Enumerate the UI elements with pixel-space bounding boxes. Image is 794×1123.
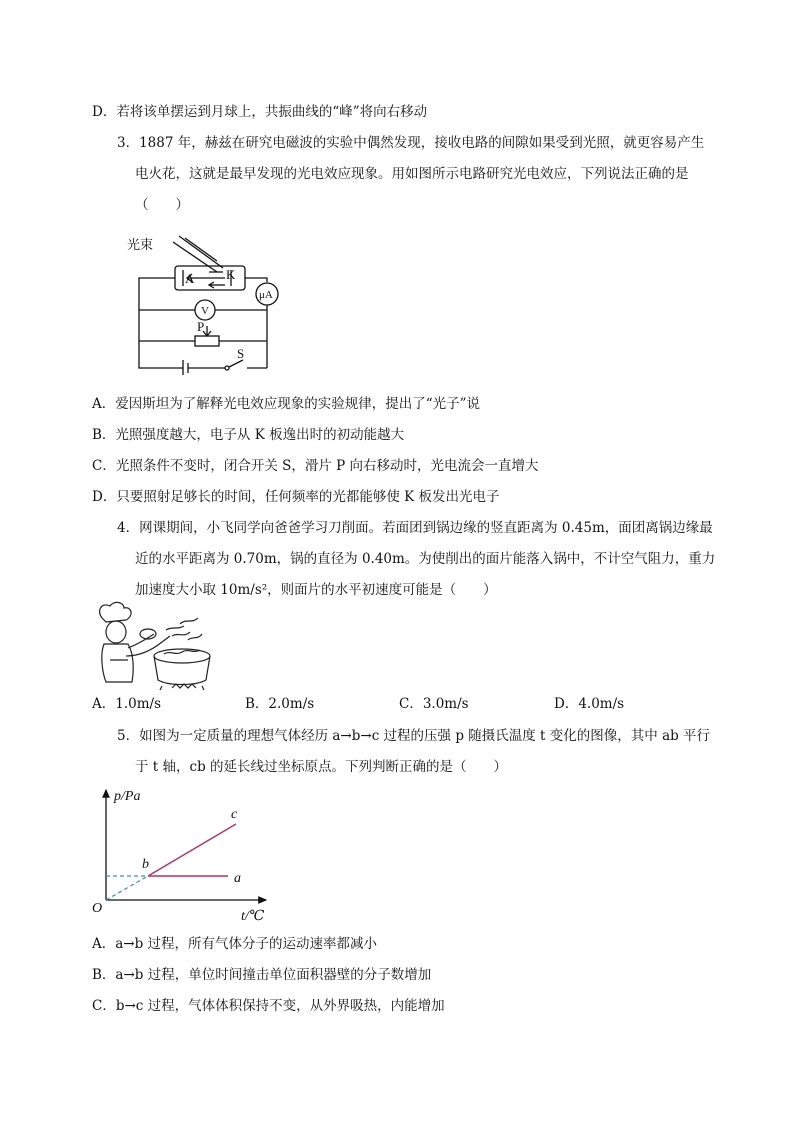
q2-option-d: D．若将该单摆运到月球上，共振曲线的“峰”将向右移动	[92, 104, 428, 120]
cb-extension-dashed-line	[106, 876, 148, 900]
q3-answer-blank: （ ）	[135, 197, 189, 213]
q3-stem-line-2: 电火花，这就是最早发现的光电效应现象。用如图所示电路研究光电效应，下列说法正确的是	[135, 166, 689, 182]
q4-stem-line-1: 4．网课期间，小飞同学向爸爸学习刀削面。若面团到锅边缘的竖直距离为 0.45m，面团离锅边缘最	[117, 520, 713, 536]
point-b-label: b	[142, 857, 149, 872]
photoelectric-circuit-diagram	[125, 230, 295, 375]
q3-option-d: D．只要照射足够长的时间，任何频率的光都能够使 K 板发出光电子	[92, 489, 500, 505]
chef-cutting-noodles-illustration	[92, 600, 222, 692]
y-axis-label: p/Pa	[114, 789, 141, 804]
pressure-temperature-graph	[88, 780, 278, 928]
light-beam-label: 光束	[127, 237, 154, 252]
q5-option-a: A．a→b 过程，所有气体分子的运动速率都减小	[92, 936, 378, 952]
voltmeter-label: V	[201, 305, 209, 317]
q4-option-d: D．4.0m/s	[554, 696, 625, 712]
q4-stem-line-2: 近的水平距离为 0.70m，锅的直径为 0.40m。为使削出的面片能落入锅中，不计空气阻力，重力	[135, 551, 716, 567]
q3-option-c: C．光照条件不变时，闭合开关 S，滑片 P 向右移动时，光电流会一直增大	[92, 458, 539, 474]
origin-label: O	[92, 901, 103, 916]
q4-option-a: A．1.0m/s	[92, 696, 161, 712]
anode-label: A	[185, 271, 195, 286]
q3-stem-line-1: 3．1887 年，赫兹在研究电磁波的实验中偶然发现，接收电路的间隙如果受到光照，就更容易产生	[117, 135, 705, 151]
q4-option-c: C．3.0m/s	[399, 696, 469, 712]
q5-option-b: B．a→b 过程，单位时间撞击单位面积器壁的分子数增加	[92, 967, 432, 983]
q5-option-c: C．b→c 过程，气体体积保持不变，从外界吸热，内能增加	[92, 998, 445, 1014]
line-bc	[148, 824, 236, 876]
ammeter-label: μA	[259, 289, 273, 301]
q3-option-a: A．爱因斯坦为了解释光电效应现象的实验规律，提出了“光子”说	[92, 396, 481, 412]
q4-option-b: B．2.0m/s	[245, 696, 315, 712]
q4-stem-line-3: 加速度大小取 10m/s²，则面片的水平初速度可能是（ ）	[135, 582, 497, 598]
q5-stem-line-1: 5．如图为一定质量的理想气体经历 a→b→c 过程的压强 p 随摄氏温度 t 变化的图像，其中 ab 平行	[117, 728, 711, 744]
q5-stem-line-2: 于 t 轴，cb 的延长线过坐标原点。下列判断正确的是（ ）	[135, 759, 508, 775]
point-c-label: c	[231, 807, 238, 822]
slider-label: P	[197, 319, 205, 334]
point-a-label: a	[234, 871, 241, 886]
x-axis-label: t/℃	[241, 909, 265, 924]
q3-option-b: B．光照强度越大，电子从 K 板逸出时的初动能越大	[92, 427, 405, 443]
cathode-label: K	[226, 267, 236, 282]
switch-label: S	[237, 346, 245, 361]
